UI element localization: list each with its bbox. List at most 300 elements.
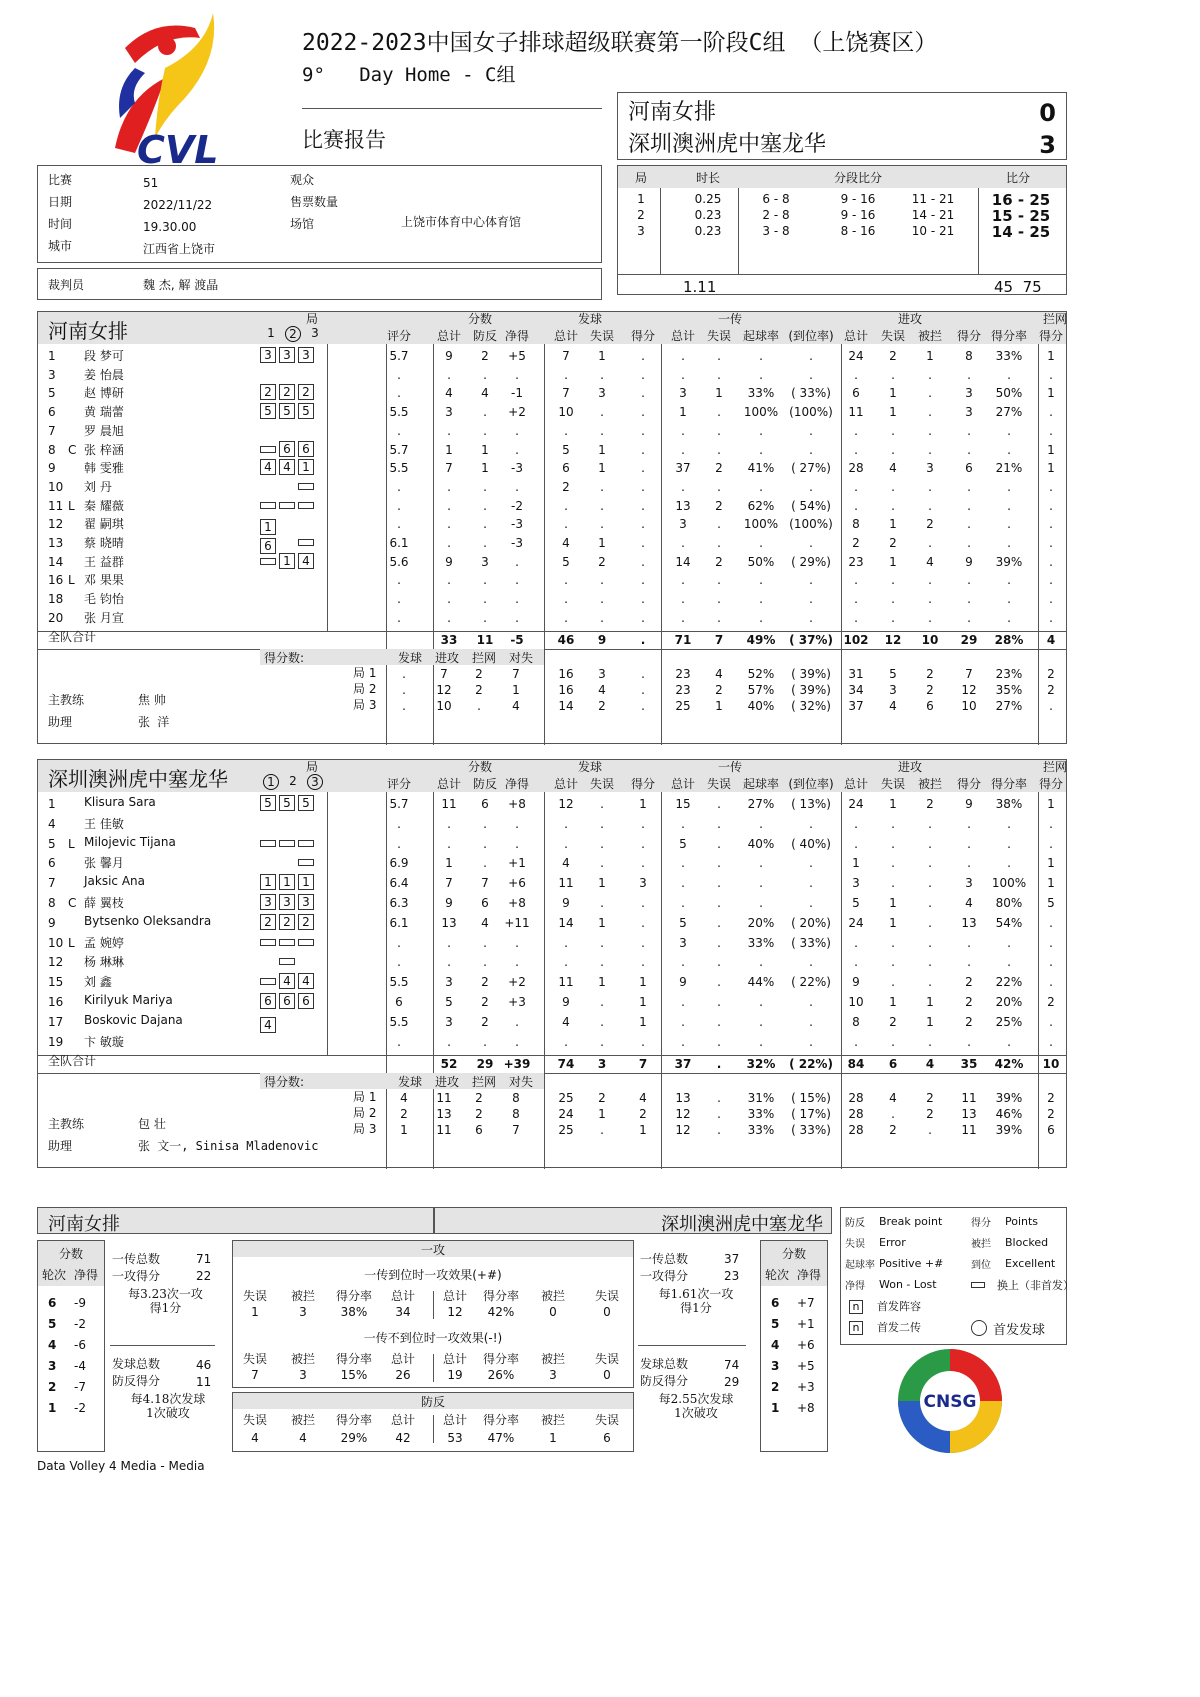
set-row-cell: 2: [598, 1091, 606, 1106]
stat-cell: .: [1049, 836, 1053, 851]
set-row-cell: 37: [848, 698, 864, 713]
player-role: L: [68, 935, 75, 950]
player-set-positions: [260, 534, 317, 554]
player-number: 10: [48, 935, 64, 950]
player-name: 蔡 晓晴: [84, 536, 124, 550]
set-row-cell: .: [641, 682, 645, 697]
player-number: 14: [48, 554, 64, 569]
legend-value: Won - Lost: [879, 1278, 937, 1291]
player-name: 毛 钧怡: [84, 592, 124, 607]
stat-cell: 4: [445, 386, 453, 401]
stat-cell: 2: [965, 995, 973, 1009]
stat-cell: 11: [441, 797, 457, 811]
score-home-sets: 0: [1039, 99, 1056, 127]
set-row-cell: 23: [675, 666, 691, 681]
stat-cell: .: [717, 955, 721, 970]
attack-col-header: 得分率: [335, 1289, 372, 1303]
stat-cell: 33%: [747, 935, 775, 950]
stat-cell: .: [600, 592, 604, 607]
stat-cell: .: [641, 498, 645, 513]
stat-cell: .: [641, 479, 645, 494]
stat-cell: .: [809, 856, 813, 871]
points-cell: 7: [512, 1123, 520, 1138]
stat-cell: .: [681, 367, 685, 382]
stat-cell: 9: [562, 995, 570, 1009]
set-box: 2: [260, 914, 276, 930]
assistant-label: 助理: [48, 1139, 73, 1154]
stat-cell: .: [717, 367, 721, 382]
set-box: 6: [279, 441, 295, 457]
points-cell: 7: [440, 666, 448, 681]
attack-cell: 42%: [487, 1305, 515, 1319]
stat-cell: 2: [481, 349, 489, 363]
stat-cell: .: [447, 517, 451, 532]
set-partial: 6 - 8: [762, 192, 790, 206]
stat-cell: 9: [965, 797, 973, 811]
defense-col-header: 总计: [390, 1413, 415, 1427]
set-partial: 10 - 21: [911, 224, 955, 238]
set-row-cell: 2: [889, 1123, 897, 1138]
stat-cell: 62%: [747, 498, 775, 513]
left-ratio2: 每4.18次发球 1次破攻: [130, 1392, 206, 1420]
stat-cell: 3: [481, 554, 489, 569]
stat-cell: .: [397, 517, 401, 532]
points-cell: 2: [400, 1107, 408, 1122]
stat-cell: 3: [639, 876, 647, 891]
attack-cell: 1: [251, 1305, 259, 1319]
stat-cell: .: [967, 479, 971, 494]
player-name: 杨 琳琳: [84, 955, 124, 970]
set-row-cell: 12: [961, 682, 977, 697]
legend-key: 起球率: [845, 1260, 875, 1271]
column-header: 得分: [1038, 329, 1063, 343]
set-row-cell: 27%: [995, 698, 1023, 713]
stat-cell: .: [681, 423, 685, 438]
stat-cell: .: [447, 367, 451, 382]
points-cell: 7: [512, 666, 520, 681]
stat-cell: 1: [889, 386, 897, 401]
set-box: 1: [260, 519, 276, 535]
stat-cell: .: [717, 536, 721, 550]
stat-cell: .: [1049, 554, 1053, 569]
stat-cell: 27%: [747, 797, 775, 811]
stat-cell: .: [1049, 517, 1053, 532]
player-number: 1: [48, 797, 56, 811]
stat-cell: .: [717, 935, 721, 950]
match-info: [37, 165, 602, 263]
set-row-cell: 13: [675, 1091, 691, 1106]
set-box-substitute: [298, 840, 314, 847]
stat-cell: .: [641, 536, 645, 550]
left-def-pts: 11: [196, 1375, 212, 1389]
right-ratio2: 每2.55次发球 1次破攻: [658, 1392, 734, 1420]
stat-cell: .: [483, 610, 487, 625]
stat-cell: .: [641, 461, 645, 476]
stat-cell: .: [397, 386, 401, 401]
rotation-number: 2: [771, 1380, 780, 1394]
column-header: 总计: [436, 777, 461, 791]
stat-cell: .: [1049, 479, 1053, 494]
set-box-empty: [279, 854, 295, 870]
sets-col-partial: 分段比分: [833, 171, 882, 185]
rotation-net: -2: [74, 1401, 86, 1415]
stat-cell: 6.9: [389, 856, 409, 871]
total-cell: 9: [597, 632, 607, 647]
legend-value: Break point: [879, 1215, 943, 1228]
set-row-cell: .: [891, 1107, 895, 1122]
points-header: 进攻: [434, 650, 459, 665]
total-cell: -5: [510, 632, 524, 647]
stat-cell: .: [891, 955, 895, 970]
stat-cell: .: [891, 935, 895, 950]
right-recv-total-label: 一传总数: [640, 1252, 689, 1266]
stat-cell: 2: [926, 517, 934, 532]
rotation-number: 2: [48, 1380, 57, 1394]
attack-col-header: 被拦: [540, 1352, 565, 1366]
points-label: 得分数:: [264, 650, 305, 665]
stat-cell: 1: [1047, 461, 1055, 476]
stat-cell: .: [515, 955, 519, 970]
stat-cell: .: [397, 479, 401, 494]
set-row-cell: ( 33%): [791, 1123, 831, 1138]
legend-box-icon: n: [849, 1321, 863, 1335]
stat-cell: 1: [852, 856, 860, 871]
stat-cell: .: [483, 367, 487, 382]
attack-col-header: 失误: [242, 1289, 267, 1303]
points-cell: 2: [475, 1107, 483, 1122]
set-box: 1: [298, 459, 314, 475]
stat-cell: ( 54%): [791, 498, 831, 513]
set-row-cell: 25: [558, 1123, 574, 1138]
right-first-att: 23: [724, 1269, 740, 1283]
right-def-pts: 29: [724, 1375, 740, 1389]
total-cell: 29: [960, 632, 978, 647]
total-cell: 32%: [746, 1057, 776, 1072]
stat-cell: .: [1049, 1034, 1053, 1049]
referee-names: 魏 杰, 解 渡晶: [143, 278, 219, 292]
stat-cell: .: [641, 349, 645, 363]
stat-cell: .: [1007, 610, 1011, 625]
set-box: 6: [298, 993, 314, 1009]
stat-cell: 44%: [747, 975, 775, 990]
stat-cell: .: [759, 955, 763, 970]
stat-cell: 1: [1047, 876, 1055, 891]
set-box-substitute: [260, 558, 276, 565]
attack-col-header: 失误: [594, 1289, 619, 1303]
stat-cell: 4: [889, 461, 897, 476]
stat-cell: 3: [965, 386, 973, 401]
stat-cell: 100%: [743, 517, 779, 532]
stat-cell: .: [717, 896, 721, 910]
stat-cell: ( 27%): [791, 461, 831, 476]
legend-value: Blocked: [1005, 1236, 1049, 1249]
group-header: 进攻: [897, 760, 922, 774]
bottom-left-team-bar: [37, 1207, 434, 1234]
set-row-cell: 4: [715, 666, 723, 681]
stat-cell: 4: [562, 856, 570, 871]
stat-cell: ( 20%): [791, 915, 831, 930]
rotation-net: -2: [74, 1317, 86, 1331]
set-row-cell: 4: [639, 1091, 647, 1106]
stat-cell: -2: [511, 498, 523, 513]
set-box-empty: [279, 1013, 295, 1029]
stat-cell: 1: [639, 975, 647, 990]
stat-cell: 25%: [995, 1014, 1023, 1029]
player-number: 7: [48, 423, 56, 438]
defense-table: [232, 1392, 634, 1452]
column-header: (到位率): [788, 329, 834, 343]
stat-cell: .: [681, 876, 685, 891]
set-box-substitute: [260, 502, 276, 509]
stat-cell: .: [854, 1034, 858, 1049]
stat-cell: .: [928, 479, 932, 494]
stat-cell: .: [759, 423, 763, 438]
player-role: L: [68, 573, 75, 588]
legend-circle-icon: [971, 1320, 987, 1336]
player-set-positions: [260, 515, 317, 535]
stat-cell: .: [891, 1034, 895, 1049]
set-box-substitute: [298, 859, 314, 866]
rotation-net: +5: [797, 1359, 815, 1373]
info-label: 观众: [290, 173, 315, 187]
column-header: 总计: [670, 329, 695, 343]
stat-cell: .: [564, 517, 568, 532]
stat-cell: 11: [558, 876, 574, 891]
set-partial: 9 - 16: [840, 192, 876, 206]
stat-cell: 1: [1047, 442, 1055, 457]
stat-cell: +2: [508, 405, 526, 420]
stat-cell: .: [854, 479, 858, 494]
set-partial: 9 - 16: [840, 208, 876, 222]
attack-cell: 7: [251, 1368, 259, 1382]
stat-cell: .: [759, 442, 763, 457]
stat-cell: 2: [715, 498, 723, 513]
player-set-positions: [260, 993, 317, 1009]
stat-cell: .: [891, 573, 895, 588]
set-number: 3: [637, 224, 645, 238]
set-box-substitute: [279, 840, 295, 847]
stat-cell: 3: [926, 461, 934, 476]
stat-cell: .: [483, 517, 487, 532]
player-number: 15: [48, 975, 64, 990]
stat-cell: .: [891, 816, 895, 831]
points-cell: 10: [436, 698, 452, 713]
set-box: 5: [298, 795, 314, 811]
attack-col-header: 被拦: [290, 1289, 315, 1303]
defense-col-header: 失误: [242, 1413, 267, 1427]
stat-cell: 5.5: [389, 1014, 409, 1029]
legend-value: Points: [1005, 1215, 1039, 1228]
set-row-cell: ( 32%): [791, 698, 831, 713]
total-label: 全队合计: [48, 1054, 97, 1069]
left-recv-total: 71: [196, 1252, 212, 1266]
column-header: 得分: [1038, 777, 1063, 791]
stat-cell: .: [1007, 536, 1011, 550]
set-row-cell: ( 39%): [791, 682, 831, 697]
stat-cell: 4: [965, 896, 973, 910]
set-box-empty: [260, 854, 276, 870]
attack-cell: 0: [603, 1305, 611, 1319]
stat-cell: .: [928, 876, 932, 891]
stat-cell: .: [447, 573, 451, 588]
stat-cell: 5.7: [389, 349, 409, 363]
first-attack-title: 一攻: [420, 1243, 445, 1257]
player-number: 8: [48, 896, 56, 910]
stat-cell: 33%: [995, 349, 1023, 363]
stat-cell: .: [717, 1034, 721, 1049]
set-row-cell: 13: [961, 1107, 977, 1122]
column-header: 失误: [880, 777, 905, 791]
stat-cell: .: [564, 1034, 568, 1049]
stat-cell: .: [447, 955, 451, 970]
set-partial: 8 - 16: [840, 224, 876, 238]
stat-cell: .: [681, 1014, 685, 1029]
stat-cell: .: [515, 836, 519, 851]
set-box: 3: [279, 894, 295, 910]
set-row-label: 局 2: [353, 681, 377, 696]
stat-cell: .: [928, 896, 932, 910]
stat-cell: 1: [598, 876, 606, 891]
rot-col: 轮次: [42, 1268, 67, 1282]
attack-col-header: 总计: [390, 1289, 415, 1303]
stat-cell: +3: [508, 995, 526, 1009]
set-box: 5: [279, 403, 295, 419]
set-row-cell: 2: [1047, 1107, 1055, 1122]
set-row-label: 局 2: [353, 1106, 377, 1121]
stat-cell: 2: [926, 797, 934, 811]
stat-cell: 6.4: [389, 876, 409, 891]
set-column-label: 3: [311, 326, 319, 340]
player-number: 5: [48, 836, 56, 851]
legend-key: 失误: [845, 1239, 865, 1250]
attack-col-header: 得分率: [482, 1289, 519, 1303]
info-match-no: 51: [143, 176, 159, 190]
stat-cell: 3: [965, 876, 973, 891]
stat-cell: 1: [639, 995, 647, 1009]
set-partial: 3 - 8: [762, 224, 790, 238]
stat-cell: .: [1007, 816, 1011, 831]
group-header: 分数: [467, 760, 492, 774]
stat-cell: 20%: [995, 995, 1023, 1009]
player-name: 黄 瑞蕾: [84, 405, 124, 420]
stat-cell: .: [564, 836, 568, 851]
stat-cell: 2: [715, 461, 723, 476]
stat-cell: .: [515, 592, 519, 607]
info-label: 城市: [48, 239, 73, 253]
stat-cell: 1: [445, 442, 453, 457]
coach-label: 主教练: [48, 692, 85, 707]
points-cell: 8: [512, 1107, 520, 1122]
legend-value: Excellent: [1005, 1257, 1056, 1270]
column-header: 得分率: [990, 329, 1027, 343]
set-row-cell: 23: [675, 682, 691, 697]
column-header: 总计: [670, 777, 695, 791]
rot-header: 分数: [58, 1247, 83, 1261]
total-cell: 35: [960, 1057, 978, 1072]
set-row-cell: 39%: [995, 1123, 1023, 1138]
stat-cell: 12: [558, 797, 574, 811]
stat-cell: 2: [889, 536, 897, 550]
set-box: 4: [298, 553, 314, 569]
points-cell: 4: [512, 698, 520, 713]
stat-cell: 14: [675, 554, 691, 569]
set-column-label: 2: [289, 774, 297, 788]
team2-table: [37, 759, 1067, 1168]
set-box: 3: [298, 347, 314, 363]
stat-cell: .: [717, 816, 721, 831]
stat-cell: .: [483, 816, 487, 831]
set-box-empty: [279, 534, 295, 550]
assistant-label: 助理: [48, 714, 73, 729]
stat-cell: .: [564, 955, 568, 970]
set-box-empty: [260, 478, 276, 494]
left-first-att: 22: [196, 1269, 212, 1283]
bottom-left-team: 河南女排: [48, 1214, 120, 1235]
score-home-team: 河南女排: [628, 100, 717, 125]
stat-cell: .: [483, 479, 487, 494]
stat-cell: .: [641, 386, 645, 401]
stat-cell: 100%: [743, 405, 779, 420]
stat-cell: .: [397, 935, 401, 950]
set-row-label: 局 3: [353, 1122, 377, 1137]
column-header: 防反: [472, 329, 497, 343]
stat-cell: 1: [889, 995, 897, 1009]
player-name: Kirilyuk Mariya: [84, 993, 173, 1007]
stat-cell: +1: [508, 856, 526, 871]
set-box: 4: [260, 459, 276, 475]
set-box: 1: [298, 874, 314, 890]
set-row-cell: 5: [889, 666, 897, 681]
stat-cell: .: [641, 896, 645, 910]
stat-cell: 24: [848, 349, 864, 363]
set-row-cell: 2: [639, 1107, 647, 1122]
stat-cell: .: [759, 1014, 763, 1029]
player-role: L: [68, 836, 75, 851]
total-cell: .: [640, 632, 646, 647]
stat-cell: .: [397, 816, 401, 831]
rotation-net: +8: [797, 1401, 815, 1415]
player-name: 张 梓涵: [84, 442, 124, 457]
legend-value: 首发发球: [993, 1323, 1046, 1338]
stat-cell: 37: [675, 461, 691, 476]
stat-cell: .: [641, 554, 645, 569]
stat-cell: .: [717, 592, 721, 607]
stat-cell: 5: [679, 915, 687, 930]
stat-cell: +11: [504, 915, 530, 930]
stat-cell: 9: [445, 349, 453, 363]
score-away-sets: 3: [1039, 131, 1056, 159]
points-cell: .: [402, 682, 406, 697]
stat-cell: 9: [965, 554, 973, 569]
stat-cell: .: [967, 1034, 971, 1049]
stat-cell: .: [600, 896, 604, 910]
attack-cell: 0: [549, 1305, 557, 1319]
player-set-positions: [260, 894, 317, 910]
set-box: 5: [279, 795, 295, 811]
stat-cell: .: [759, 573, 763, 588]
rot-col: 净得: [74, 1268, 99, 1282]
stat-cell: .: [600, 816, 604, 831]
points-cell: 11: [436, 1091, 452, 1106]
stat-cell: .: [1007, 367, 1011, 382]
stat-cell: .: [854, 498, 858, 513]
stat-cell: 1: [889, 915, 897, 930]
stat-cell: .: [483, 1034, 487, 1049]
stat-cell: .: [483, 955, 487, 970]
stat-cell: .: [1007, 423, 1011, 438]
stat-cell: 7: [445, 461, 453, 476]
stat-cell: .: [809, 1034, 813, 1049]
